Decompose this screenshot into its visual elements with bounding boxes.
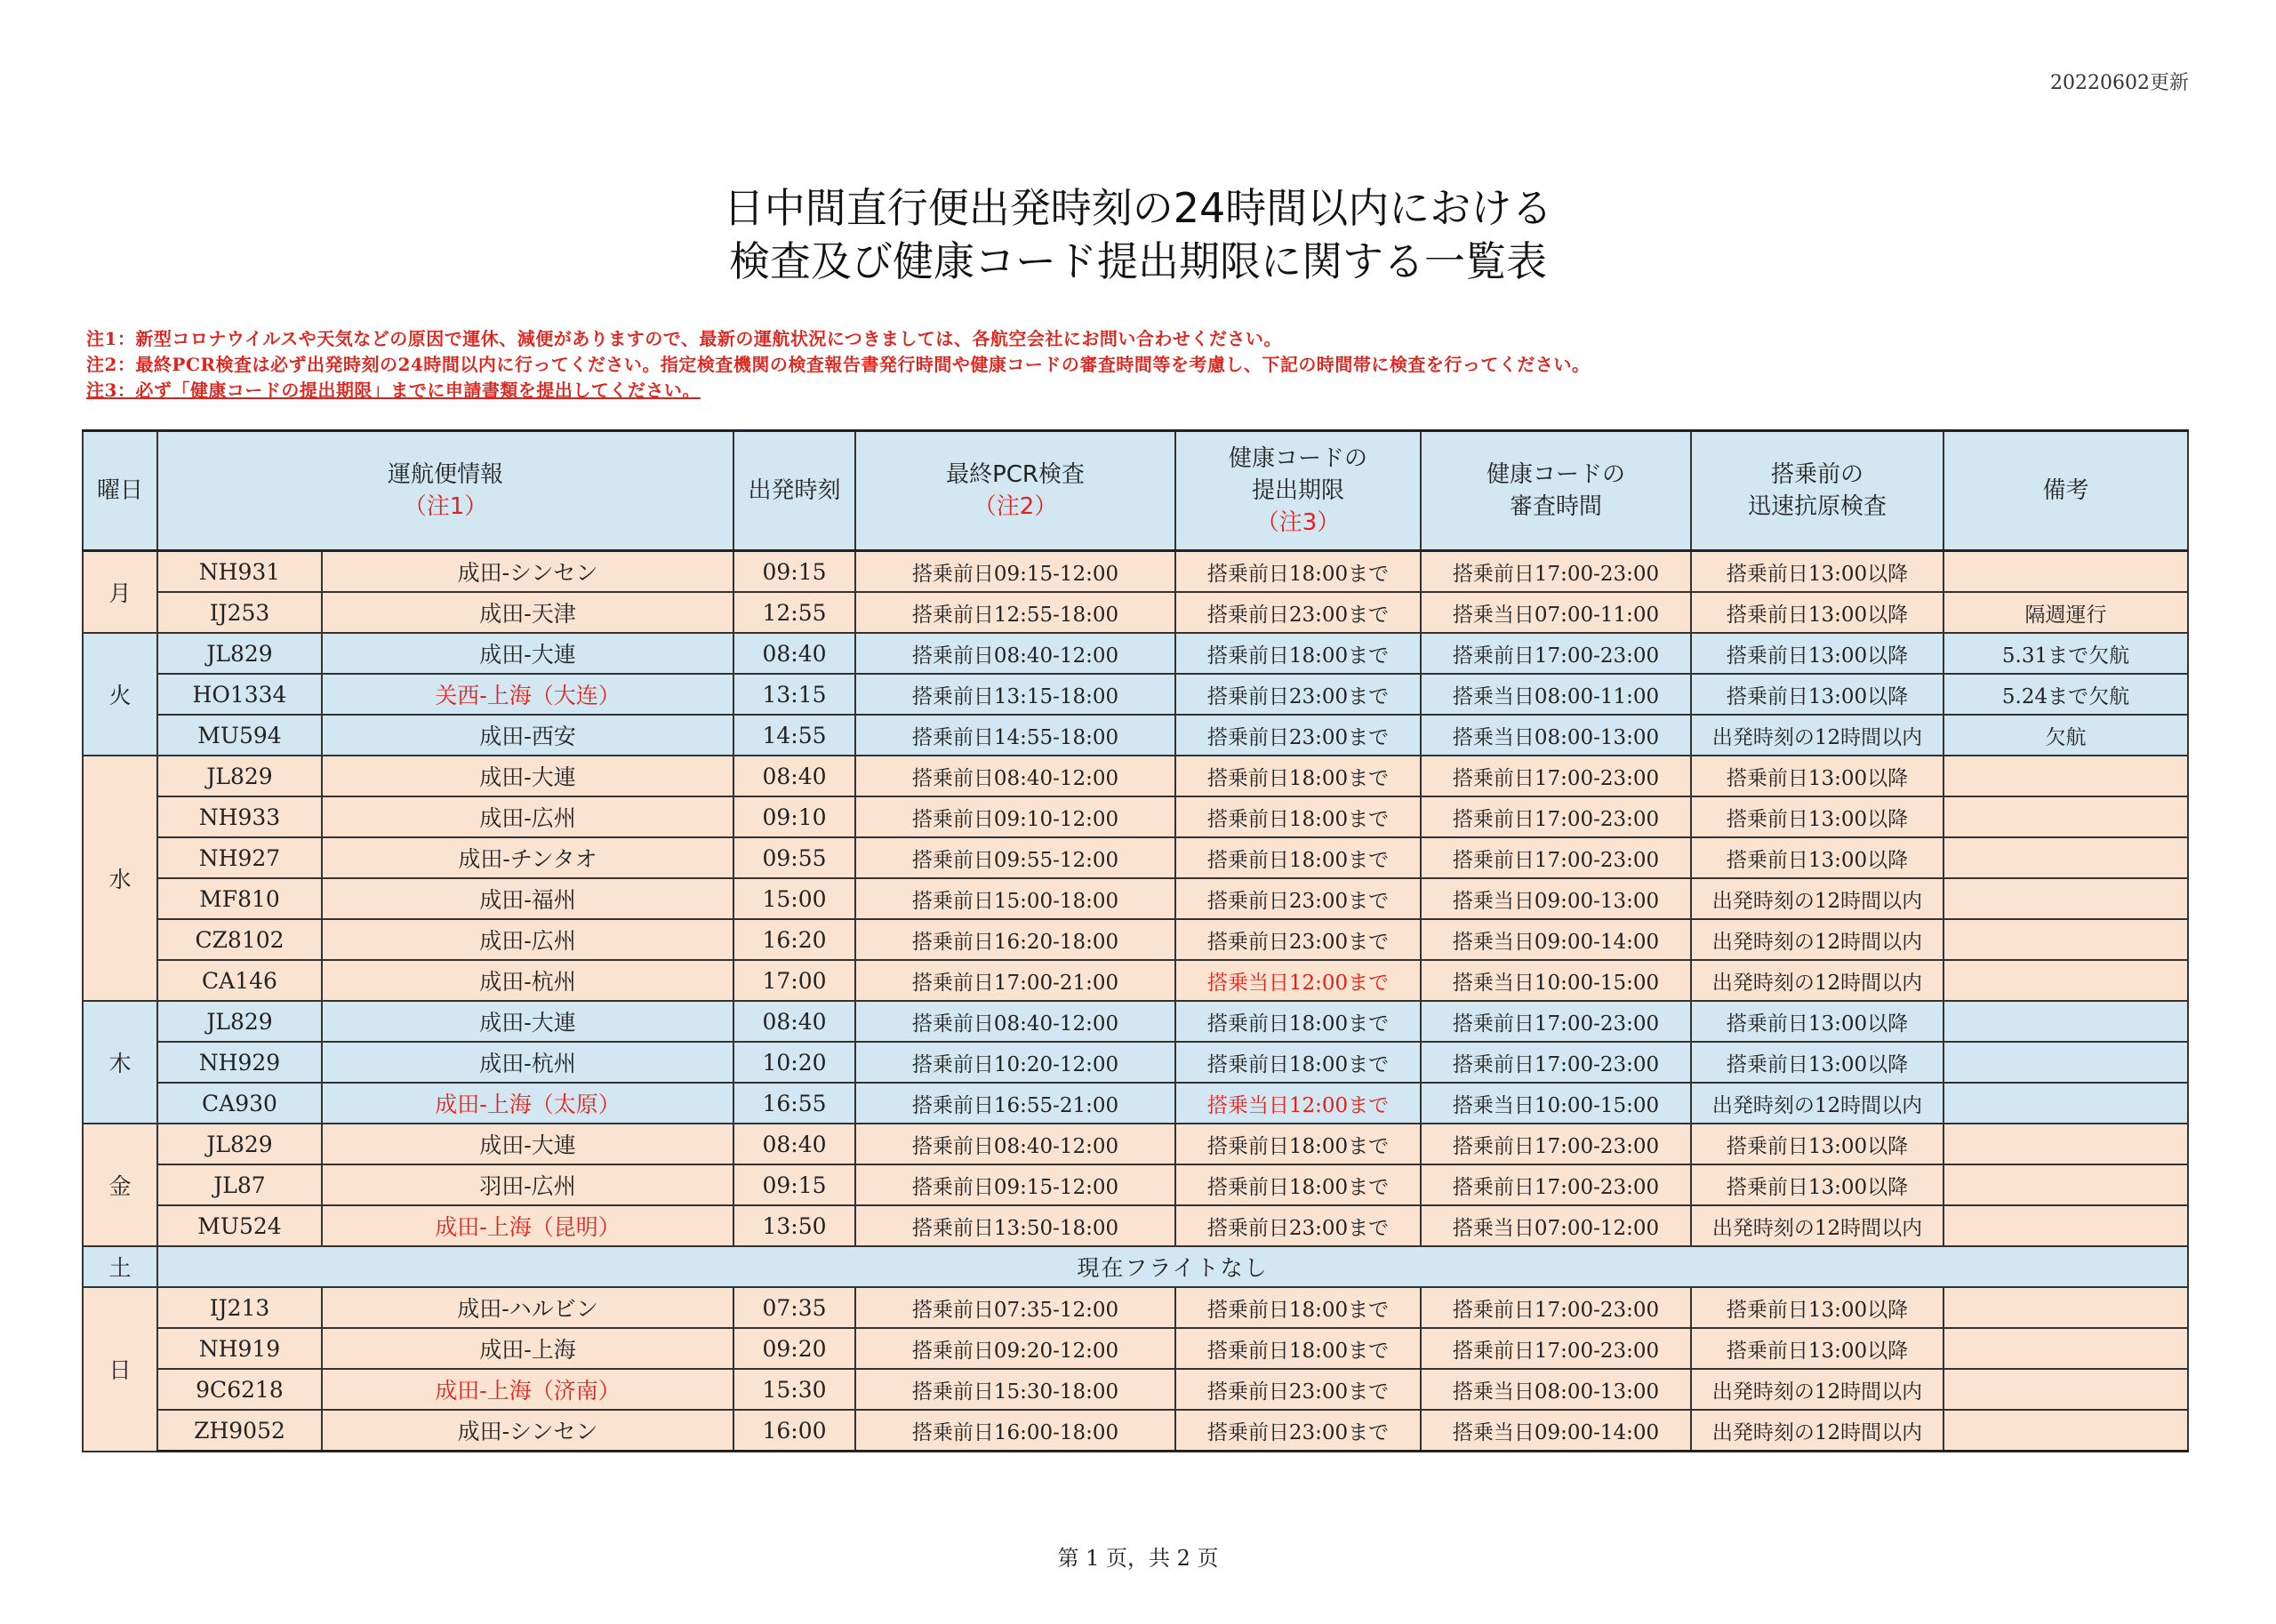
title-line-2: 検査及び健康コード提出期限に関する一覧表 bbox=[729, 237, 1547, 285]
route-cell: 成田-大連 bbox=[322, 756, 733, 796]
review-time-cell: 搭乗前日17:00-23:00 bbox=[1421, 837, 1691, 878]
header-departure-time: 出発時刻 bbox=[733, 431, 855, 551]
remark-cell bbox=[1943, 1124, 2188, 1164]
route-cell: 成田-大連 bbox=[322, 1001, 733, 1042]
review-time-cell: 搭乗前日17:00-23:00 bbox=[1421, 633, 1691, 674]
day-cell: 日 bbox=[83, 1287, 157, 1452]
review-time-cell: 搭乗当日10:00-15:00 bbox=[1421, 960, 1691, 1001]
antigen-test-cell: 搭乗前日13:00以降 bbox=[1691, 1164, 1943, 1205]
update-date: 20220602更新 bbox=[2050, 72, 2189, 94]
flight-number-cell: 9C6218 bbox=[157, 1369, 322, 1410]
departure-time-cell: 15:30 bbox=[733, 1369, 855, 1410]
health-code-deadline-cell: 搭乗前日23:00まで bbox=[1175, 1205, 1421, 1246]
health-code-deadline-cell: 搭乗前日23:00まで bbox=[1175, 919, 1421, 960]
pcr-window-cell: 搭乗前日16:00-18:00 bbox=[855, 1410, 1175, 1452]
route-cell: 成田-福州 bbox=[322, 878, 733, 919]
antigen-test-cell: 出発時刻の12時間以内 bbox=[1691, 715, 1943, 756]
antigen-test-cell: 搭乗前日13:00以降 bbox=[1691, 1001, 1943, 1042]
remark-cell bbox=[1943, 1164, 2188, 1205]
pcr-window-cell: 搭乗前日15:30-18:00 bbox=[855, 1369, 1175, 1410]
review-time-cell: 搭乗前日17:00-23:00 bbox=[1421, 1001, 1691, 1042]
route-cell: 成田-上海（济南） bbox=[322, 1369, 733, 1410]
remark-cell bbox=[1943, 551, 2188, 593]
remark-cell bbox=[1943, 1328, 2188, 1369]
flight-number-cell: MF810 bbox=[157, 878, 322, 919]
pcr-window-cell: 搭乗前日13:50-18:00 bbox=[855, 1205, 1175, 1246]
note-1: 注1：新型コロナウイルスや天気などの原因で運休、減便がありますので、最新の運航状況につきましては、各航空会社にお問い合わせください。 bbox=[86, 328, 1282, 349]
pcr-window-cell: 搭乗前日08:40-12:00 bbox=[855, 756, 1175, 796]
flight-number-cell: JL829 bbox=[157, 633, 322, 674]
route-cell: 成田-大連 bbox=[322, 633, 733, 674]
header-flight-info: 運航便情報 （注1） bbox=[157, 431, 733, 551]
departure-time-cell: 12:55 bbox=[733, 592, 855, 633]
pcr-window-cell: 搭乗前日08:40-12:00 bbox=[855, 633, 1175, 674]
route-cell: 成田-天津 bbox=[322, 592, 733, 633]
note-2: 注2：最終PCR検査は必ず出発時刻の24時間以内に行ってください。指定検査機関の検査報告書発行時間や健康コードの審査時間等を考慮し、下記の時間帯に検査を行ってください。 bbox=[86, 354, 1591, 375]
review-time-cell: 搭乗前日17:00-23:00 bbox=[1421, 796, 1691, 837]
flight-number-cell: IJ213 bbox=[157, 1287, 322, 1328]
route-cell: 成田-シンセン bbox=[322, 551, 733, 593]
health-code-deadline-cell: 搭乗前日23:00まで bbox=[1175, 715, 1421, 756]
remark-cell bbox=[1943, 1083, 2188, 1124]
remark-cell: 欠航 bbox=[1943, 715, 2188, 756]
route-cell: 成田-ハルビン bbox=[322, 1287, 733, 1328]
departure-time-cell: 10:20 bbox=[733, 1042, 855, 1083]
review-time-cell: 搭乗前日17:00-23:00 bbox=[1421, 1164, 1691, 1205]
flight-number-cell: CA146 bbox=[157, 960, 322, 1001]
pcr-window-cell: 搭乗前日08:40-12:00 bbox=[855, 1124, 1175, 1164]
pcr-window-cell: 搭乗前日13:15-18:00 bbox=[855, 674, 1175, 715]
pcr-window-cell: 搭乗前日16:55-21:00 bbox=[855, 1083, 1175, 1124]
departure-time-cell: 16:55 bbox=[733, 1083, 855, 1124]
antigen-test-cell: 搭乗前日13:00以降 bbox=[1691, 1287, 1943, 1328]
antigen-test-cell: 搭乗前日13:00以降 bbox=[1691, 592, 1943, 633]
departure-time-cell: 09:15 bbox=[733, 551, 855, 593]
antigen-test-cell: 搭乗前日13:00以降 bbox=[1691, 674, 1943, 715]
route-cell: 成田-杭州 bbox=[322, 1042, 733, 1083]
day-cell: 水 bbox=[83, 756, 157, 1001]
pcr-window-cell: 搭乗前日15:00-18:00 bbox=[855, 878, 1175, 919]
remark-cell bbox=[1943, 1042, 2188, 1083]
table-row bbox=[83, 919, 2188, 960]
header-pcr-test: 最終PCR検査 （注2） bbox=[855, 431, 1175, 551]
pcr-window-cell: 搭乗前日10:20-12:00 bbox=[855, 1042, 1175, 1083]
remark-cell bbox=[1943, 1287, 2188, 1328]
review-time-cell: 搭乗前日17:00-23:00 bbox=[1421, 1328, 1691, 1369]
flight-number-cell: MU524 bbox=[157, 1205, 322, 1246]
health-code-deadline-cell: 搭乗前日18:00まで bbox=[1175, 1328, 1421, 1369]
header-day: 曜日 bbox=[83, 431, 157, 551]
departure-time-cell: 16:20 bbox=[733, 919, 855, 960]
route-cell: 羽田-広州 bbox=[322, 1164, 733, 1205]
route-cell: 成田-西安 bbox=[322, 715, 733, 756]
route-cell: 成田-上海（昆明） bbox=[322, 1205, 733, 1246]
table-header-row bbox=[83, 431, 2188, 551]
health-code-deadline-cell: 搭乗前日23:00まで bbox=[1175, 592, 1421, 633]
remark-cell bbox=[1943, 1205, 2188, 1246]
departure-time-cell: 09:10 bbox=[733, 796, 855, 837]
table-row bbox=[83, 756, 2188, 796]
departure-time-cell: 17:00 bbox=[733, 960, 855, 1001]
pcr-window-cell: 搭乗前日17:00-21:00 bbox=[855, 960, 1175, 1001]
day-cell: 月 bbox=[83, 551, 157, 634]
remark-cell bbox=[1943, 878, 2188, 919]
day-cell: 金 bbox=[83, 1124, 157, 1246]
flight-number-cell: JL829 bbox=[157, 1124, 322, 1164]
health-code-deadline-cell: 搭乗前日23:00まで bbox=[1175, 1369, 1421, 1410]
flight-number-cell: JL87 bbox=[157, 1164, 322, 1205]
health-code-deadline-cell: 搭乗前日23:00まで bbox=[1175, 1410, 1421, 1452]
flight-number-cell: CZ8102 bbox=[157, 919, 322, 960]
antigen-test-cell: 搭乗前日13:00以降 bbox=[1691, 1042, 1943, 1083]
health-code-deadline-cell: 搭乗前日18:00まで bbox=[1175, 796, 1421, 837]
flight-number-cell: ZH9052 bbox=[157, 1410, 322, 1452]
pcr-window-cell: 搭乗前日07:35-12:00 bbox=[855, 1287, 1175, 1328]
flight-number-cell: HO1334 bbox=[157, 674, 322, 715]
antigen-test-cell: 出発時刻の12時間以内 bbox=[1691, 1205, 1943, 1246]
table-row bbox=[83, 837, 2188, 878]
departure-time-cell: 09:55 bbox=[733, 837, 855, 878]
flight-number-cell: NH927 bbox=[157, 837, 322, 878]
remark-cell bbox=[1943, 1410, 2188, 1452]
notes-block bbox=[86, 326, 1590, 404]
flight-number-cell: MU594 bbox=[157, 715, 322, 756]
flight-number-cell: NH931 bbox=[157, 551, 322, 593]
table-row bbox=[83, 674, 2188, 715]
table-row bbox=[83, 1328, 2188, 1369]
flight-number-cell: NH919 bbox=[157, 1328, 322, 1369]
health-code-deadline-cell: 搭乗前日18:00まで bbox=[1175, 1124, 1421, 1164]
departure-time-cell: 08:40 bbox=[733, 1001, 855, 1042]
pcr-window-cell: 搭乗前日14:55-18:00 bbox=[855, 715, 1175, 756]
antigen-test-cell: 搭乗前日13:00以降 bbox=[1691, 837, 1943, 878]
route-cell: 成田-チンタオ bbox=[322, 837, 733, 878]
antigen-test-cell: 搭乗前日13:00以降 bbox=[1691, 796, 1943, 837]
remark-cell bbox=[1943, 837, 2188, 878]
review-time-cell: 搭乗前日17:00-23:00 bbox=[1421, 1042, 1691, 1083]
health-code-deadline-cell: 搭乗当日12:00まで bbox=[1175, 1083, 1421, 1124]
review-time-cell: 搭乗前日17:00-23:00 bbox=[1421, 1124, 1691, 1164]
pcr-window-cell: 搭乗前日09:10-12:00 bbox=[855, 796, 1175, 837]
flight-number-cell: IJ253 bbox=[157, 592, 322, 633]
antigen-test-cell: 出発時刻の12時間以内 bbox=[1691, 878, 1943, 919]
remark-cell bbox=[1943, 919, 2188, 960]
health-code-deadline-cell: 搭乗当日12:00まで bbox=[1175, 960, 1421, 1001]
header-antigen-test: 搭乗前の 迅速抗原検査 bbox=[1691, 431, 1943, 551]
schedule-table bbox=[82, 429, 2189, 1452]
flight-number-cell: JL829 bbox=[157, 756, 322, 796]
pcr-window-cell: 搭乗前日09:20-12:00 bbox=[855, 1328, 1175, 1369]
table-row-no-flight bbox=[83, 1246, 2188, 1287]
antigen-test-cell: 出発時刻の12時間以内 bbox=[1691, 1369, 1943, 1410]
review-time-cell: 搭乗前日17:00-23:00 bbox=[1421, 756, 1691, 796]
table-row bbox=[83, 715, 2188, 756]
remark-cell bbox=[1943, 1369, 2188, 1410]
antigen-test-cell: 搭乗前日13:00以降 bbox=[1691, 756, 1943, 796]
schedule-body bbox=[83, 551, 2188, 1452]
health-code-deadline-cell: 搭乗前日18:00まで bbox=[1175, 1164, 1421, 1205]
flight-number-cell: NH933 bbox=[157, 796, 322, 837]
health-code-deadline-cell: 搭乗前日18:00まで bbox=[1175, 551, 1421, 593]
route-cell: 成田-広州 bbox=[322, 919, 733, 960]
header-review-time: 健康コードの 審査時間 bbox=[1421, 431, 1691, 551]
day-cell: 土 bbox=[83, 1246, 157, 1287]
departure-time-cell: 16:00 bbox=[733, 1410, 855, 1452]
departure-time-cell: 13:15 bbox=[733, 674, 855, 715]
table-row bbox=[83, 592, 2188, 633]
pcr-window-cell: 搭乗前日09:15-12:00 bbox=[855, 551, 1175, 593]
pcr-window-cell: 搭乗前日08:40-12:00 bbox=[855, 1001, 1175, 1042]
flight-number-cell: CA930 bbox=[157, 1083, 322, 1124]
review-time-cell: 搭乗当日09:00-14:00 bbox=[1421, 919, 1691, 960]
route-cell: 成田-上海 bbox=[322, 1328, 733, 1369]
route-cell: 成田-上海（太原） bbox=[322, 1083, 733, 1124]
table-row bbox=[83, 551, 2188, 593]
table-row bbox=[83, 796, 2188, 837]
remark-cell bbox=[1943, 756, 2188, 796]
day-cell: 木 bbox=[83, 1001, 157, 1124]
route-cell: 关西-上海（大连） bbox=[322, 674, 733, 715]
departure-time-cell: 13:50 bbox=[733, 1205, 855, 1246]
remark-cell: 5.24まで欠航 bbox=[1943, 674, 2188, 715]
note-3: 注3：必ず「健康コードの提出期限」までに申請書類を提出してください。 bbox=[86, 380, 701, 401]
flight-number-cell: NH929 bbox=[157, 1042, 322, 1083]
antigen-test-cell: 出発時刻の12時間以内 bbox=[1691, 1410, 1943, 1452]
health-code-deadline-cell: 搭乗前日18:00まで bbox=[1175, 1042, 1421, 1083]
review-time-cell: 搭乗当日08:00-11:00 bbox=[1421, 674, 1691, 715]
remark-cell: 5.31まで欠航 bbox=[1943, 633, 2188, 674]
health-code-deadline-cell: 搭乗前日23:00まで bbox=[1175, 878, 1421, 919]
route-cell: 成田-大連 bbox=[322, 1124, 733, 1164]
review-time-cell: 搭乗前日17:00-23:00 bbox=[1421, 1287, 1691, 1328]
remark-cell bbox=[1943, 960, 2188, 1001]
table-row bbox=[83, 1083, 2188, 1124]
review-time-cell: 搭乗当日07:00-11:00 bbox=[1421, 592, 1691, 633]
table-row bbox=[83, 960, 2188, 1001]
departure-time-cell: 15:00 bbox=[733, 878, 855, 919]
health-code-deadline-cell: 搭乗前日18:00まで bbox=[1175, 756, 1421, 796]
antigen-test-cell: 搭乗前日13:00以降 bbox=[1691, 1328, 1943, 1369]
document-title bbox=[0, 181, 2276, 288]
page-footer: 第 1 页，共 2 页 bbox=[1057, 1546, 1219, 1571]
review-time-cell: 搭乗当日09:00-14:00 bbox=[1421, 1410, 1691, 1452]
table-row bbox=[83, 1042, 2188, 1083]
departure-time-cell: 08:40 bbox=[733, 756, 855, 796]
schedule-table-container bbox=[82, 429, 2189, 1452]
table-row bbox=[83, 878, 2188, 919]
departure-time-cell: 09:15 bbox=[733, 1164, 855, 1205]
departure-time-cell: 08:40 bbox=[733, 633, 855, 674]
health-code-deadline-cell: 搭乗前日18:00まで bbox=[1175, 1287, 1421, 1328]
table-row bbox=[83, 1164, 2188, 1205]
pcr-window-cell: 搭乗前日09:55-12:00 bbox=[855, 837, 1175, 878]
review-time-cell: 搭乗当日08:00-13:00 bbox=[1421, 1369, 1691, 1410]
pcr-window-cell: 搭乗前日09:15-12:00 bbox=[855, 1164, 1175, 1205]
table-row bbox=[83, 1205, 2188, 1246]
route-cell: 成田-杭州 bbox=[322, 960, 733, 1001]
header-health-code-deadline: 健康コードの 提出期限 （注3） bbox=[1175, 431, 1421, 551]
review-time-cell: 搭乗当日08:00-13:00 bbox=[1421, 715, 1691, 756]
antigen-test-cell: 出発時刻の12時間以内 bbox=[1691, 960, 1943, 1001]
antigen-test-cell: 搭乗前日13:00以降 bbox=[1691, 1124, 1943, 1164]
table-row bbox=[83, 633, 2188, 674]
table-row bbox=[83, 1369, 2188, 1410]
remark-cell bbox=[1943, 796, 2188, 837]
header-remarks: 備考 bbox=[1943, 431, 2188, 551]
route-cell: 成田-広州 bbox=[322, 796, 733, 837]
health-code-deadline-cell: 搭乗前日18:00まで bbox=[1175, 837, 1421, 878]
table-row bbox=[83, 1410, 2188, 1452]
pcr-window-cell: 搭乗前日12:55-18:00 bbox=[855, 592, 1175, 633]
departure-time-cell: 14:55 bbox=[733, 715, 855, 756]
pcr-window-cell: 搭乗前日16:20-18:00 bbox=[855, 919, 1175, 960]
departure-time-cell: 08:40 bbox=[733, 1124, 855, 1164]
antigen-test-cell: 出発時刻の12時間以内 bbox=[1691, 1083, 1943, 1124]
flight-number-cell: JL829 bbox=[157, 1001, 322, 1042]
health-code-deadline-cell: 搭乗前日23:00まで bbox=[1175, 674, 1421, 715]
antigen-test-cell: 搭乗前日13:00以降 bbox=[1691, 551, 1943, 593]
antigen-test-cell: 搭乗前日13:00以降 bbox=[1691, 633, 1943, 674]
route-cell: 成田-シンセン bbox=[322, 1410, 733, 1452]
table-row bbox=[83, 1001, 2188, 1042]
remark-cell: 隔週運行 bbox=[1943, 592, 2188, 633]
review-time-cell: 搭乗当日09:00-13:00 bbox=[1421, 878, 1691, 919]
health-code-deadline-cell: 搭乗前日18:00まで bbox=[1175, 1001, 1421, 1042]
health-code-deadline-cell: 搭乗前日18:00まで bbox=[1175, 633, 1421, 674]
remark-cell bbox=[1943, 1001, 2188, 1042]
departure-time-cell: 09:20 bbox=[733, 1328, 855, 1369]
review-time-cell: 搭乗当日07:00-12:00 bbox=[1421, 1205, 1691, 1246]
antigen-test-cell: 出発時刻の12時間以内 bbox=[1691, 919, 1943, 960]
table-row bbox=[83, 1287, 2188, 1328]
title-line-1: 日中間直行便出発時刻の24時間以内における bbox=[723, 184, 1553, 232]
no-flight-cell: 現在フライトなし bbox=[157, 1246, 2188, 1287]
table-row bbox=[83, 1124, 2188, 1164]
day-cell: 火 bbox=[83, 633, 157, 756]
departure-time-cell: 07:35 bbox=[733, 1287, 855, 1328]
review-time-cell: 搭乗当日10:00-15:00 bbox=[1421, 1083, 1691, 1124]
review-time-cell: 搭乗前日17:00-23:00 bbox=[1421, 551, 1691, 593]
